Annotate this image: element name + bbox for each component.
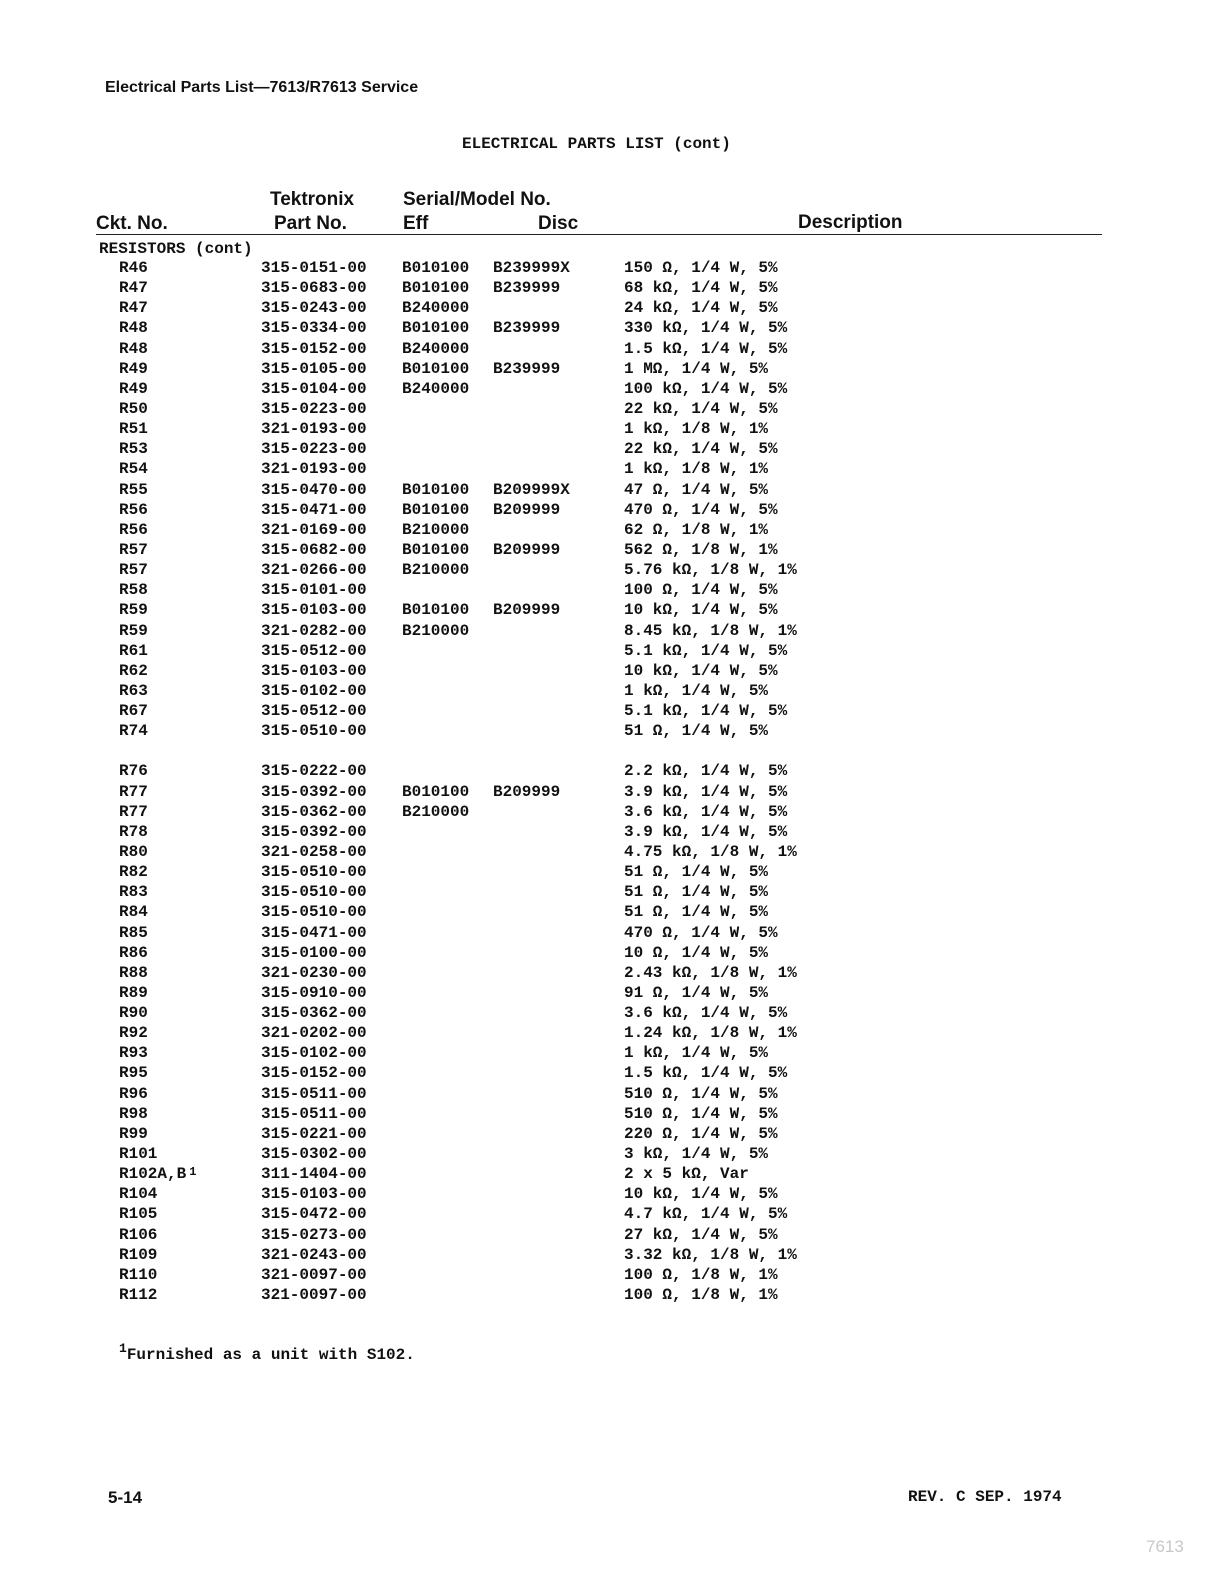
table-row bbox=[0, 1004, 1227, 1024]
part-no-cell: 315-0221-00 bbox=[261, 1124, 367, 1143]
table-row bbox=[0, 1185, 1227, 1205]
description-cell: 100 Ω, 1/8 W, 1% bbox=[624, 1286, 778, 1305]
watermark: 7613 bbox=[1146, 1537, 1184, 1556]
part-no-cell: 315-0392-00 bbox=[261, 822, 367, 841]
table-row bbox=[0, 762, 1227, 782]
eff-cell: B210000 bbox=[402, 520, 470, 539]
part-no-cell: 321-0282-00 bbox=[261, 621, 367, 640]
part-no-cell: 315-0103-00 bbox=[261, 1185, 367, 1204]
ckt-no-cell: R92 bbox=[119, 1024, 148, 1043]
ckt-no-cell: R56 bbox=[119, 520, 148, 539]
description-cell: 470 Ω, 1/4 W, 5% bbox=[624, 923, 778, 942]
description-cell: 3 kΩ, 1/4 W, 5% bbox=[624, 1145, 769, 1164]
ckt-no-cell: R59 bbox=[119, 621, 148, 640]
ckt-no-cell: R112 bbox=[119, 1286, 158, 1305]
table-row bbox=[0, 1246, 1227, 1266]
part-no-cell: 321-0097-00 bbox=[261, 1265, 367, 1284]
description-cell: 1.24 kΩ, 1/8 W, 1% bbox=[624, 1024, 797, 1043]
ckt-no-cell: R51 bbox=[119, 420, 148, 439]
table-row bbox=[0, 803, 1227, 823]
description-cell: 2 x 5 kΩ, Var bbox=[624, 1165, 749, 1184]
footnote-reference: 1 bbox=[189, 1165, 197, 1180]
part-no-cell: 315-0511-00 bbox=[261, 1104, 367, 1123]
description-cell: 3.6 kΩ, 1/4 W, 5% bbox=[624, 802, 788, 821]
part-no-cell: 321-0169-00 bbox=[261, 520, 367, 539]
part-no-cell: 315-0362-00 bbox=[261, 802, 367, 821]
description-cell: 47 Ω, 1/4 W, 5% bbox=[624, 480, 769, 499]
footnote bbox=[119, 1341, 415, 1364]
description-cell: 1.5 kΩ, 1/4 W, 5% bbox=[624, 1064, 788, 1083]
description-cell: 22 kΩ, 1/4 W, 5% bbox=[624, 399, 778, 418]
table-row bbox=[0, 1226, 1227, 1246]
table-row bbox=[0, 843, 1227, 863]
table-row bbox=[0, 944, 1227, 964]
part-no-cell: 315-0273-00 bbox=[261, 1225, 367, 1244]
ckt-no-cell: R49 bbox=[119, 379, 148, 398]
ckt-no-cell: R57 bbox=[119, 561, 148, 580]
part-no-cell: 315-0103-00 bbox=[261, 601, 367, 620]
part-no-cell: 315-0472-00 bbox=[261, 1205, 367, 1224]
ckt-no-cell: R104 bbox=[119, 1185, 158, 1204]
disc-cell: B239999 bbox=[493, 319, 561, 338]
ckt-no-cell: R86 bbox=[119, 943, 148, 962]
ckt-no-cell: R76 bbox=[119, 762, 148, 781]
eff-cell: B210000 bbox=[402, 802, 470, 821]
description-cell: 8.45 kΩ, 1/8 W, 1% bbox=[624, 621, 797, 640]
ckt-no-cell: R57 bbox=[119, 540, 148, 559]
table-row bbox=[0, 340, 1227, 360]
eff-cell: B010100 bbox=[402, 782, 470, 801]
description-cell: 100 Ω, 1/8 W, 1% bbox=[624, 1265, 778, 1284]
ckt-no-cell: R77 bbox=[119, 802, 148, 821]
column-header-disc: Disc bbox=[538, 213, 579, 234]
ckt-no-cell: R54 bbox=[119, 460, 148, 479]
column-header-tektronix: Tektronix bbox=[270, 189, 355, 210]
part-no-cell: 315-0512-00 bbox=[261, 702, 367, 721]
ckt-no-cell: R109 bbox=[119, 1245, 158, 1264]
description-cell: 1 kΩ, 1/8 W, 1% bbox=[624, 460, 769, 479]
table-row bbox=[0, 1024, 1227, 1044]
ckt-no-cell: R62 bbox=[119, 661, 148, 680]
part-no-cell: 315-0222-00 bbox=[261, 762, 367, 781]
column-header-serial-model: Serial/Model No. bbox=[403, 189, 551, 210]
ckt-no-cell: R82 bbox=[119, 863, 148, 882]
eff-cell: B010100 bbox=[402, 601, 470, 620]
table-row bbox=[0, 984, 1227, 1004]
table-row bbox=[0, 662, 1227, 682]
description-cell: 10 Ω, 1/4 W, 5% bbox=[624, 943, 769, 962]
description-cell: 10 kΩ, 1/4 W, 5% bbox=[624, 601, 778, 620]
table-row bbox=[0, 722, 1227, 742]
ckt-no-cell: R88 bbox=[119, 963, 148, 982]
revision-date: REV. C SEP. 1974 bbox=[908, 1488, 1062, 1506]
part-no-cell: 315-0392-00 bbox=[261, 782, 367, 801]
ckt-no-cell: R58 bbox=[119, 581, 148, 600]
ckt-no-cell: R93 bbox=[119, 1044, 148, 1063]
part-no-cell: 321-0097-00 bbox=[261, 1286, 367, 1305]
part-no-cell: 315-0510-00 bbox=[261, 722, 367, 741]
table-row bbox=[0, 964, 1227, 984]
eff-cell: B210000 bbox=[402, 621, 470, 640]
eff-cell: B240000 bbox=[402, 339, 470, 358]
part-no-cell: 321-0193-00 bbox=[261, 420, 367, 439]
part-no-cell: 315-0362-00 bbox=[261, 1004, 367, 1023]
part-no-cell: 315-0302-00 bbox=[261, 1145, 367, 1164]
description-cell: 330 kΩ, 1/4 W, 5% bbox=[624, 319, 788, 338]
part-no-cell: 315-0512-00 bbox=[261, 641, 367, 660]
disc-cell: B209999 bbox=[493, 540, 561, 559]
ckt-no-cell: R48 bbox=[119, 319, 148, 338]
description-cell: 27 kΩ, 1/4 W, 5% bbox=[624, 1225, 778, 1244]
part-no-cell: 315-0100-00 bbox=[261, 943, 367, 962]
ckt-no-cell: R110 bbox=[119, 1265, 158, 1284]
eff-cell: B010100 bbox=[402, 259, 470, 277]
description-cell: 5.1 kΩ, 1/4 W, 5% bbox=[624, 702, 788, 721]
description-cell: 51 Ω, 1/4 W, 5% bbox=[624, 903, 769, 922]
disc-cell: B239999 bbox=[493, 359, 561, 378]
part-no-cell: 315-0510-00 bbox=[261, 863, 367, 882]
eff-cell: B010100 bbox=[402, 540, 470, 559]
part-no-cell: 315-0683-00 bbox=[261, 279, 367, 298]
part-no-cell: 315-0102-00 bbox=[261, 681, 367, 700]
part-no-cell: 315-0334-00 bbox=[261, 319, 367, 338]
table-row bbox=[0, 299, 1227, 319]
table-row bbox=[0, 501, 1227, 521]
table-row bbox=[0, 1205, 1227, 1225]
table-row bbox=[0, 319, 1227, 339]
table-row bbox=[0, 1085, 1227, 1105]
part-no-cell: 315-0510-00 bbox=[261, 903, 367, 922]
part-no-cell: 321-0258-00 bbox=[261, 842, 367, 861]
description-cell: 1 MΩ, 1/4 W, 5% bbox=[624, 359, 769, 378]
part-no-cell: 315-0910-00 bbox=[261, 983, 367, 1002]
table-row bbox=[0, 581, 1227, 601]
disc-cell: B209999 bbox=[493, 782, 561, 801]
table-row bbox=[0, 863, 1227, 883]
part-no-cell: 315-0103-00 bbox=[261, 661, 367, 680]
disc-cell: B239999 bbox=[493, 279, 561, 298]
table-row bbox=[0, 380, 1227, 400]
description-cell: 1 kΩ, 1/4 W, 5% bbox=[624, 681, 769, 700]
description-cell: 2.2 kΩ, 1/4 W, 5% bbox=[624, 762, 788, 781]
ckt-no-cell: R50 bbox=[119, 399, 148, 418]
table-row bbox=[0, 1105, 1227, 1125]
ckt-no-cell: R46 bbox=[119, 259, 148, 277]
part-no-cell: 315-0510-00 bbox=[261, 883, 367, 902]
disc-cell: B209999X bbox=[493, 480, 570, 499]
description-cell: 62 Ω, 1/8 W, 1% bbox=[624, 520, 769, 539]
disc-cell: B209999 bbox=[493, 500, 561, 519]
disc-cell: B239999X bbox=[493, 259, 570, 277]
table-row bbox=[0, 903, 1227, 923]
description-cell: 51 Ω, 1/4 W, 5% bbox=[624, 722, 769, 741]
table-row bbox=[0, 541, 1227, 561]
ckt-no-cell: R74 bbox=[119, 722, 148, 741]
table-row bbox=[0, 1125, 1227, 1145]
description-cell: 1.5 kΩ, 1/4 W, 5% bbox=[624, 339, 788, 358]
table-row bbox=[0, 702, 1227, 722]
part-no-cell: 315-0104-00 bbox=[261, 379, 367, 398]
description-cell: 150 Ω, 1/4 W, 5% bbox=[624, 259, 778, 277]
part-no-cell: 315-0682-00 bbox=[261, 540, 367, 559]
table-row bbox=[0, 1165, 1227, 1185]
column-header-ckt-no: Ckt. No. bbox=[96, 213, 168, 234]
description-cell: 100 kΩ, 1/4 W, 5% bbox=[624, 379, 788, 398]
ckt-no-cell: R53 bbox=[119, 440, 148, 459]
page-title: ELECTRICAL PARTS LIST (cont) bbox=[462, 135, 731, 153]
ckt-no-cell: R48 bbox=[119, 339, 148, 358]
ckt-no-cell: R78 bbox=[119, 822, 148, 841]
ckt-no-cell: R47 bbox=[119, 279, 148, 298]
table-row bbox=[0, 1044, 1227, 1064]
ckt-no-cell: R47 bbox=[119, 299, 148, 318]
table-row bbox=[0, 783, 1227, 803]
table-row bbox=[0, 481, 1227, 501]
part-no-cell: 315-0470-00 bbox=[261, 480, 367, 499]
table-row bbox=[0, 360, 1227, 380]
description-cell: 2.43 kΩ, 1/8 W, 1% bbox=[624, 963, 797, 982]
description-cell: 1 kΩ, 1/8 W, 1% bbox=[624, 420, 769, 439]
ckt-no-cell: R98 bbox=[119, 1104, 148, 1123]
description-cell: 3.9 kΩ, 1/4 W, 5% bbox=[624, 782, 788, 801]
part-no-cell: 315-0243-00 bbox=[261, 299, 367, 318]
eff-cell: B010100 bbox=[402, 359, 470, 378]
part-no-cell: 315-0223-00 bbox=[261, 399, 367, 418]
column-header-description: Description bbox=[798, 212, 903, 233]
parts-table bbox=[0, 259, 1227, 1306]
part-no-cell: 315-0152-00 bbox=[261, 339, 367, 358]
part-no-cell: 321-0230-00 bbox=[261, 963, 367, 982]
ckt-no-cell: R59 bbox=[119, 601, 148, 620]
part-no-cell: 321-0243-00 bbox=[261, 1245, 367, 1264]
description-cell: 4.75 kΩ, 1/8 W, 1% bbox=[624, 842, 797, 861]
description-cell: 51 Ω, 1/4 W, 5% bbox=[624, 883, 769, 902]
eff-cell: B240000 bbox=[402, 299, 470, 318]
ckt-no-cell: R56 bbox=[119, 500, 148, 519]
ckt-no-cell: R85 bbox=[119, 923, 148, 942]
ckt-no-cell: R96 bbox=[119, 1084, 148, 1103]
description-cell: 51 Ω, 1/4 W, 5% bbox=[624, 863, 769, 882]
eff-cell: B010100 bbox=[402, 480, 470, 499]
column-header-eff: Eff bbox=[403, 213, 429, 234]
ckt-no-cell: R63 bbox=[119, 681, 148, 700]
table-row bbox=[0, 561, 1227, 581]
footnote-marker: 1 bbox=[119, 1341, 127, 1356]
description-cell: 68 kΩ, 1/4 W, 5% bbox=[624, 279, 778, 298]
table-row bbox=[0, 259, 1227, 279]
description-cell: 3.9 kΩ, 1/4 W, 5% bbox=[624, 822, 788, 841]
table-row bbox=[0, 823, 1227, 843]
ckt-no-cell: R84 bbox=[119, 903, 148, 922]
eff-cell: B210000 bbox=[402, 561, 470, 580]
table-row bbox=[0, 400, 1227, 420]
description-cell: 3.6 kΩ, 1/4 W, 5% bbox=[624, 1004, 788, 1023]
part-no-cell: 315-0471-00 bbox=[261, 500, 367, 519]
table-row bbox=[0, 622, 1227, 642]
table-row bbox=[0, 521, 1227, 541]
part-no-cell: 315-0471-00 bbox=[261, 923, 367, 942]
description-cell: 510 Ω, 1/4 W, 5% bbox=[624, 1084, 778, 1103]
ckt-no-cell: R61 bbox=[119, 641, 148, 660]
ckt-no-cell: R80 bbox=[119, 842, 148, 861]
description-cell: 24 kΩ, 1/4 W, 5% bbox=[624, 299, 778, 318]
ckt-no-cell: R90 bbox=[119, 1004, 148, 1023]
table-row bbox=[0, 883, 1227, 903]
description-cell: 510 Ω, 1/4 W, 5% bbox=[624, 1104, 778, 1123]
description-cell: 100 Ω, 1/4 W, 5% bbox=[624, 581, 778, 600]
ckt-no-cell: R67 bbox=[119, 702, 148, 721]
ckt-no-cell: R99 bbox=[119, 1124, 148, 1143]
eff-cell: B010100 bbox=[402, 279, 470, 298]
description-cell: 1 kΩ, 1/4 W, 5% bbox=[624, 1044, 769, 1063]
section-label: RESISTORS (cont) bbox=[99, 240, 253, 258]
eff-cell: B240000 bbox=[402, 379, 470, 398]
description-cell: 5.1 kΩ, 1/4 W, 5% bbox=[624, 641, 788, 660]
description-cell: 562 Ω, 1/8 W, 1% bbox=[624, 540, 778, 559]
part-no-cell: 321-0193-00 bbox=[261, 460, 367, 479]
part-no-cell: 311-1404-00 bbox=[261, 1165, 367, 1184]
description-cell: 5.76 kΩ, 1/8 W, 1% bbox=[624, 561, 797, 580]
header-divider bbox=[96, 234, 1102, 235]
eff-cell: B010100 bbox=[402, 500, 470, 519]
ckt-no-cell: R49 bbox=[119, 359, 148, 378]
part-no-cell: 315-0105-00 bbox=[261, 359, 367, 378]
table-row bbox=[0, 1286, 1227, 1306]
ckt-no-cell: R101 bbox=[119, 1145, 158, 1164]
disc-cell: B209999 bbox=[493, 601, 561, 620]
description-cell: 10 kΩ, 1/4 W, 5% bbox=[624, 661, 778, 680]
part-no-cell: 315-0101-00 bbox=[261, 581, 367, 600]
table-row bbox=[0, 1064, 1227, 1084]
page-number: 5-14 bbox=[108, 1488, 143, 1507]
description-cell: 91 Ω, 1/4 W, 5% bbox=[624, 983, 769, 1002]
part-no-cell: 321-0266-00 bbox=[261, 561, 367, 580]
ckt-no-cell: R77 bbox=[119, 782, 148, 801]
table-row bbox=[0, 279, 1227, 299]
table-row bbox=[0, 1145, 1227, 1165]
part-no-cell: 315-0511-00 bbox=[261, 1084, 367, 1103]
description-cell: 220 Ω, 1/4 W, 5% bbox=[624, 1124, 778, 1143]
part-no-cell: 315-0151-00 bbox=[261, 259, 367, 277]
description-cell: 22 kΩ, 1/4 W, 5% bbox=[624, 440, 778, 459]
ckt-no-cell: R105 bbox=[119, 1205, 158, 1224]
ckt-no-cell: R95 bbox=[119, 1064, 148, 1083]
description-cell: 3.32 kΩ, 1/8 W, 1% bbox=[624, 1245, 797, 1264]
ckt-no-cell: R89 bbox=[119, 983, 148, 1002]
running-header: Electrical Parts List—7613/R7613 Service bbox=[105, 79, 419, 96]
table-row bbox=[0, 440, 1227, 460]
ckt-no-cell: R106 bbox=[119, 1225, 158, 1244]
table-row bbox=[0, 601, 1227, 621]
table-row bbox=[0, 420, 1227, 440]
ckt-no-cell: R102A,B bbox=[119, 1165, 187, 1184]
table-row bbox=[0, 642, 1227, 662]
table-row bbox=[0, 682, 1227, 702]
table-row bbox=[0, 1266, 1227, 1286]
description-cell: 10 kΩ, 1/4 W, 5% bbox=[624, 1185, 778, 1204]
ckt-no-cell: R83 bbox=[119, 883, 148, 902]
table-row bbox=[0, 460, 1227, 480]
column-header-part-no: Part No. bbox=[274, 213, 347, 234]
ckt-no-cell: R55 bbox=[119, 480, 148, 499]
table-row bbox=[0, 924, 1227, 944]
description-cell: 470 Ω, 1/4 W, 5% bbox=[624, 500, 778, 519]
part-no-cell: 315-0223-00 bbox=[261, 440, 367, 459]
description-cell: 4.7 kΩ, 1/4 W, 5% bbox=[624, 1205, 788, 1224]
part-no-cell: 315-0152-00 bbox=[261, 1064, 367, 1083]
part-no-cell: 315-0102-00 bbox=[261, 1044, 367, 1063]
footnote-text: Furnished as a unit with S102. bbox=[126, 1346, 415, 1364]
part-no-cell: 321-0202-00 bbox=[261, 1024, 367, 1043]
eff-cell: B010100 bbox=[402, 319, 470, 338]
